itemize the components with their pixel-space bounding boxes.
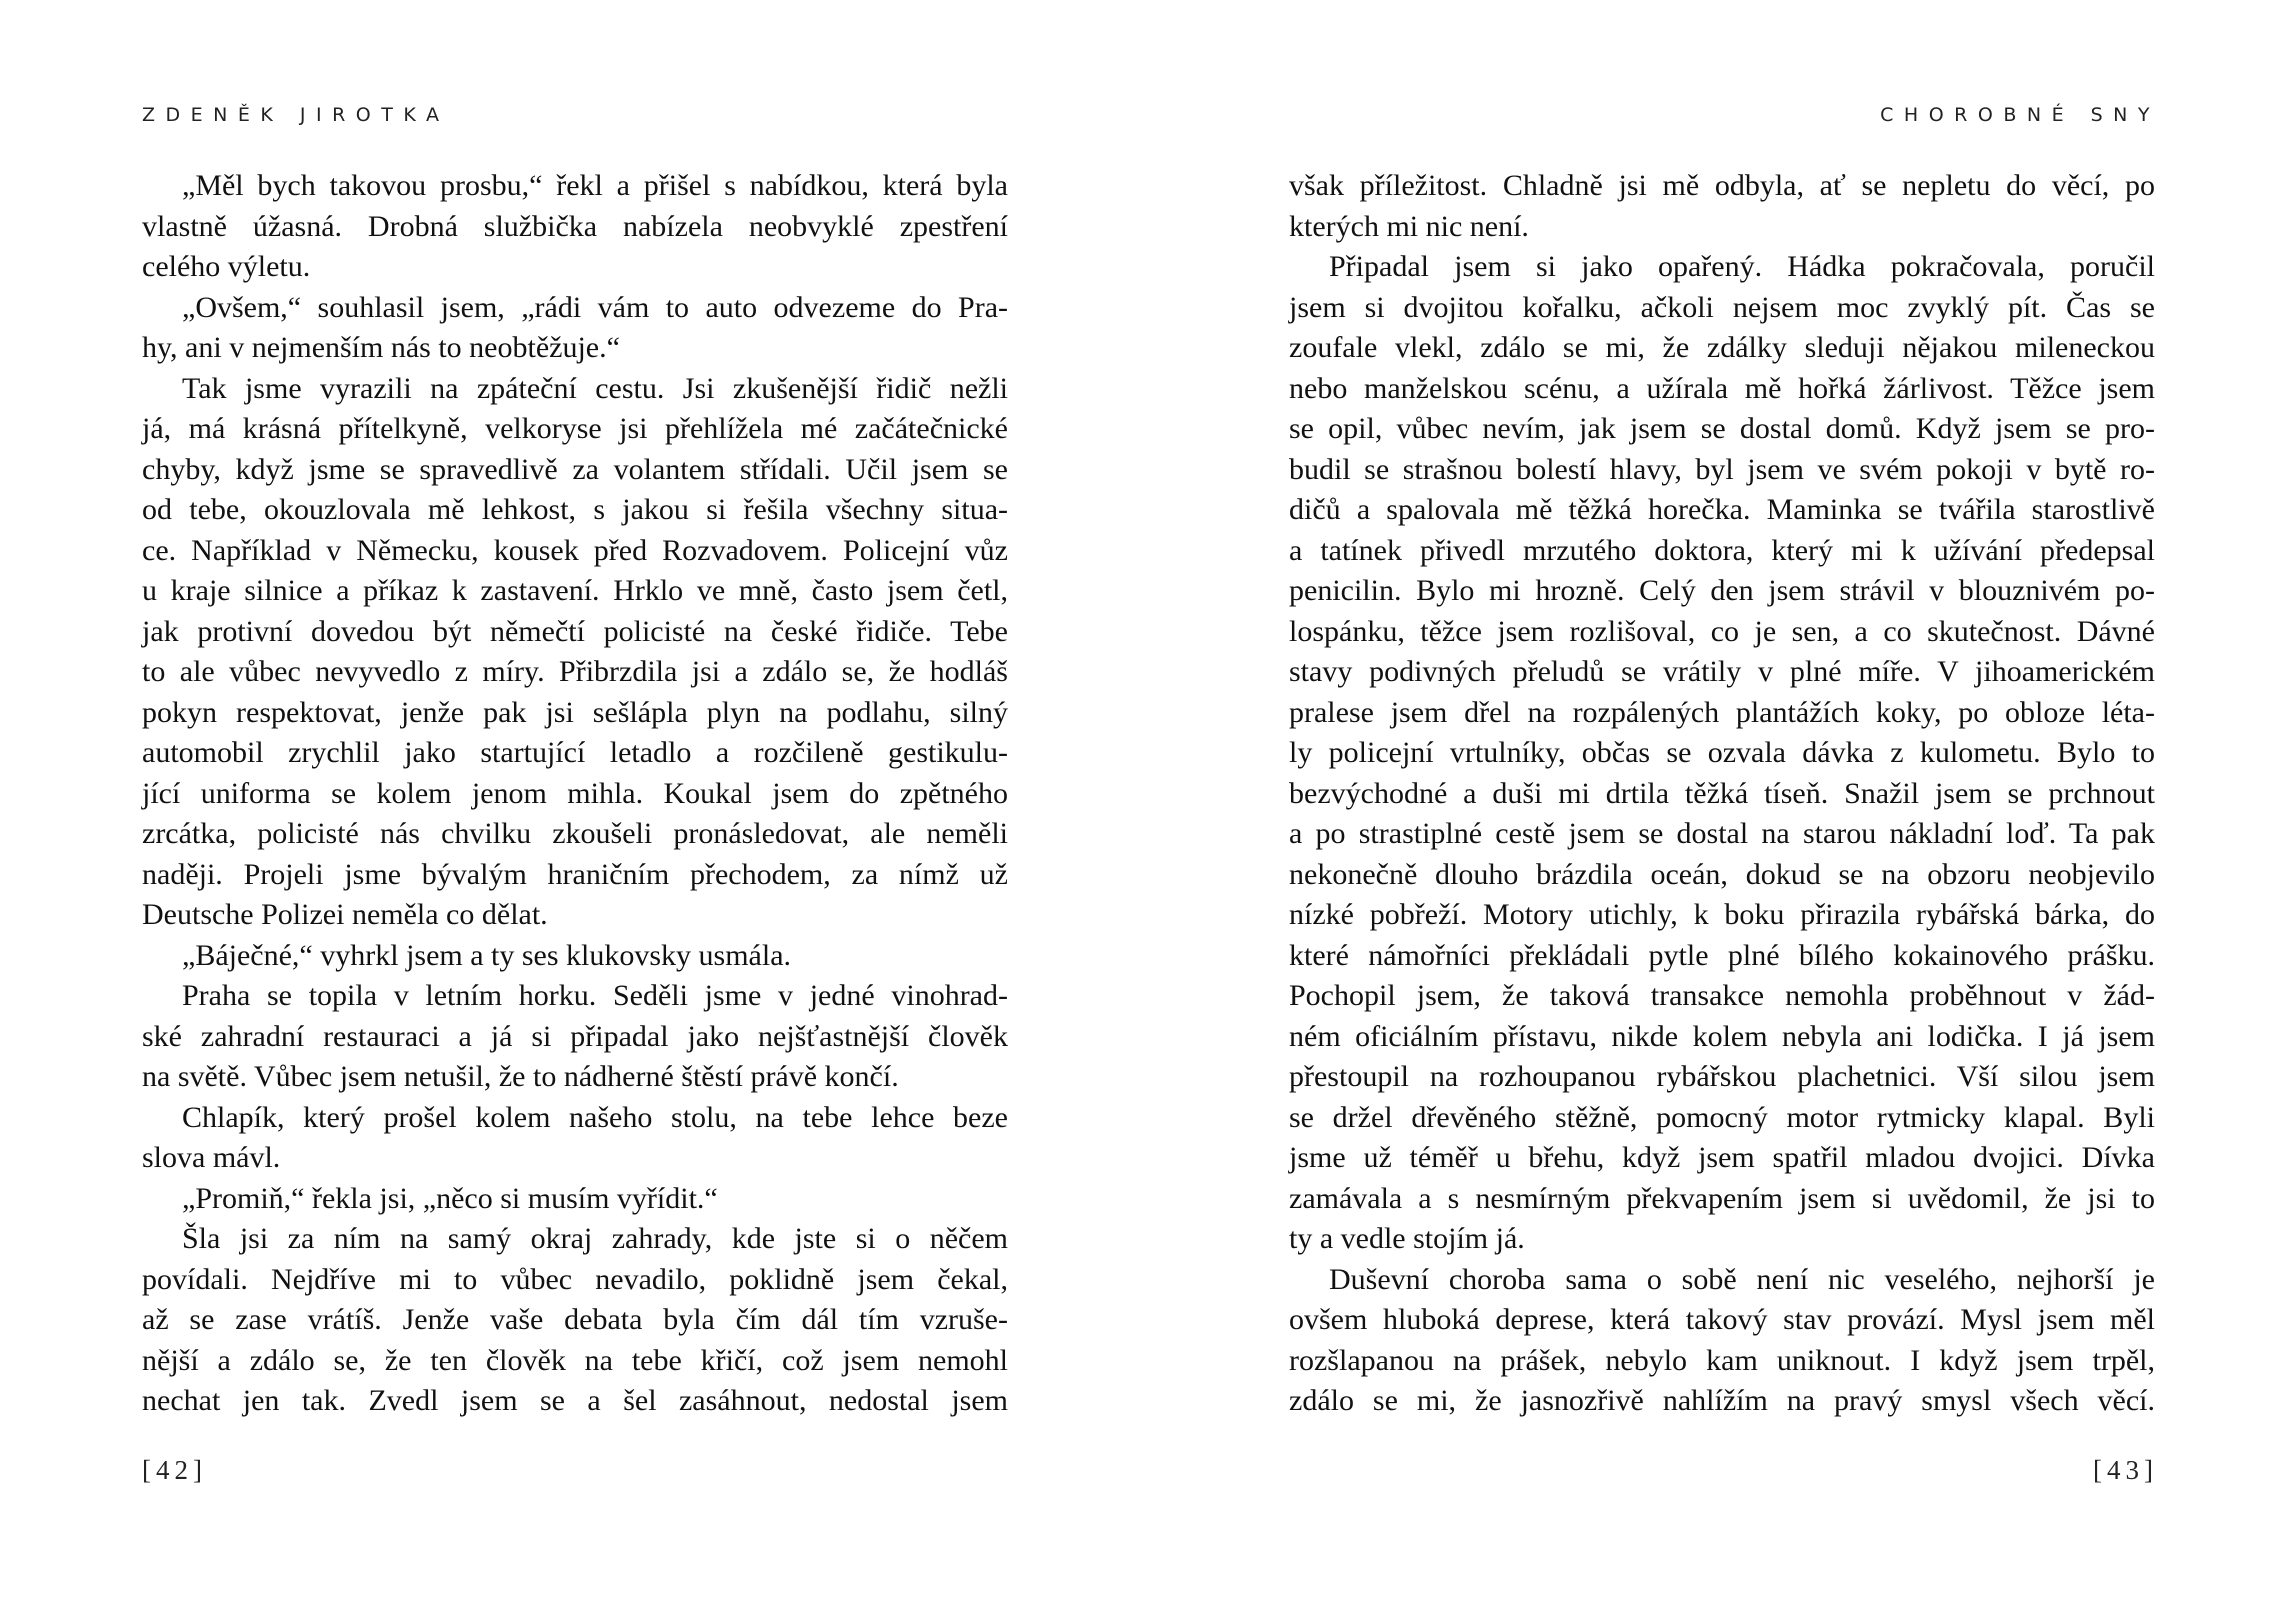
- paragraph: [142, 1179, 1008, 1220]
- text-line: to ale vůbec nevyvedlo z míry. Přibrzdila jsi a zdálo se, že hodláš: [142, 655, 1008, 688]
- text-line: nější a zdálo se, že ten člověk na tebe křičí, což jsem nemohl: [142, 1343, 1008, 1377]
- text-line: od tebe, okouzlovala mě lehkost, s jakou si řešila všechny situa-: [142, 493, 1008, 526]
- left-page-body: [142, 166, 1008, 1422]
- text-line: ské zahradní restauraci a já si připadal jako nejšťastnější člověk: [142, 1019, 1008, 1053]
- running-head-title: CHOROBNÉ SNY: [1880, 104, 2160, 126]
- text-line: nebo manželskou scénu, a užírala mě hořká žárlivost. Těžce jsem: [1289, 371, 2155, 405]
- text-line: zrcátka, policisté nás chvilku zkoušeli pronásledovat, ale neměli: [142, 817, 1008, 850]
- text-line: lospánku, těžce jsem rozlišoval, co je sen, a co skutečnost. Dávné: [1289, 614, 2155, 648]
- text-line: kterých mi nic není.: [1289, 209, 1529, 243]
- text-line: penicilin. Bylo mi hrozně. Celý den jsem strávil v blouznivém po-: [1289, 574, 2155, 607]
- text-line: jící uniforma se kolem jenom mihla. Koukal jsem do zpětného: [142, 776, 1008, 810]
- text-line: „Báječné,“ vyhrkl jsem a ty ses klukovsky usmála.: [182, 938, 792, 972]
- text-line: se opil, vůbec nevím, jak jsem se dostal domů. Když jsem se pro-: [1289, 412, 2155, 445]
- text-line: automobil zrychlil jako startující letadlo a rozčileně gestikulu-: [142, 736, 1008, 769]
- text-line: naději. Projeli jsme bývalým hraničním přechodem, za nímž už: [142, 857, 1008, 891]
- text-line: a po strastiplné cestě jsem se dostal na starou nákladní loď. Ta pak: [1289, 817, 2155, 850]
- text-line: „Měl bych takovou prosbu,“ řekl a přišel s nabídkou, která byla: [182, 169, 1008, 202]
- text-line: na světě. Vůbec jsem netušil, že to nádherné štěstí právě končí.: [142, 1060, 899, 1093]
- text-line: rozšlapanou na prášek, nebylo kam uniknout. I když jsem trpěl,: [1289, 1343, 2155, 1377]
- text-line: se držel dřevěného stěžně, pomocný motor rytmicky klapal. Byli: [1289, 1100, 2155, 1134]
- paragraph: [142, 1098, 1008, 1179]
- text-line: nekonečně dlouho brázdila oceán, dokud se na obzoru neobjevilo: [1289, 857, 2155, 891]
- text-line: zamávala a s nesmírným překvapením jsem si uvědomil, že jsi to: [1289, 1181, 2155, 1215]
- text-line: které námořníci překládali pytle plné bílého kokainového prášku.: [1289, 938, 2155, 972]
- text-line: stavy podivných přeludů se vrátily v plné míře. V jihoamerickém: [1289, 655, 2155, 688]
- paragraph: [1289, 1260, 2155, 1422]
- text-line: Chlapík, který prošel kolem našeho stolu, na tebe lehce beze: [182, 1100, 1008, 1134]
- text-line: však příležitost. Chladně jsi mě odbyla, ať se nepletu do věcí, po: [1289, 169, 2155, 202]
- text-line: u kraje silnice a příkaz k zastavení. Hrklo ve mně, často jsem četl,: [142, 574, 1008, 607]
- text-line: vlastně úžasná. Drobná službička nabízela neobvyklé zpestření: [142, 209, 1008, 243]
- text-line: ovšem hluboká deprese, která takový stav provází. Mysl jsem měl: [1289, 1303, 2155, 1336]
- right-page-body: [1289, 166, 2155, 1422]
- text-line: ly policejní vrtulníky, občas se ozvala dávka z kulometu. Bylo to: [1289, 736, 2155, 769]
- text-line: povídali. Nejdříve mi to vůbec nevadilo, poklidně jsem čekal,: [142, 1262, 1008, 1296]
- text-line: pokyn respektovat, jenže pak jsi sešlápla plyn na podlahu, silný: [142, 695, 1008, 729]
- text-line: přestoupil na rozhoupanou rybářskou plachetnici. Vší silou jsem: [1289, 1060, 2155, 1093]
- text-line: dičů a spalovala mě těžká horečka. Maminka se tvářila starostlivě: [1289, 493, 2155, 526]
- text-line: ty a vedle stojím já.: [1289, 1222, 1525, 1255]
- text-line: jsem si dvojitou kořalku, ačkoli nejsem moc zvyklý pít. Čas se: [1289, 290, 2155, 324]
- text-line: já, má krásná přítelkyně, velkoryse jsi přehlížela mé začátečnické: [142, 412, 1008, 445]
- text-line: ném oficiálním přístavu, nikde kolem nebyla ani lodička. I já jsem: [1289, 1019, 2155, 1053]
- paragraph: [142, 1219, 1008, 1422]
- text-line: „Ovšem,“ souhlasil jsem, „rádi vám to auto odvezeme do Pra-: [182, 290, 1008, 324]
- text-line: až se zase vrátíš. Jenže vaše debata byla čím dál tím vzruše-: [142, 1303, 1008, 1336]
- text-line: Pochopil jsem, že taková transakce nemohla proběhnout v žád-: [1289, 979, 2155, 1012]
- text-line: Tak jsme vyrazili na zpáteční cestu. Jsi zkušenější řidič nežli: [182, 371, 1008, 405]
- running-head-author: ZDENĚK JIROTKA: [142, 104, 450, 126]
- text-line: zoufale vlekl, zdálo se mi, že zdálky sleduji nějakou mileneckou: [1289, 331, 2155, 364]
- text-line: pralese jsem dřel na rozpálených plantážích koky, po obloze léta-: [1289, 695, 2155, 729]
- page-number-left: [42]: [142, 1455, 207, 1485]
- text-line: nízké pobřeží. Motory utichly, k boku přirazila rybářská bárka, do: [1289, 898, 2155, 931]
- text-line: Praha se topila v letním horku. Seděli jsme v jedné vinohrad-: [182, 979, 1008, 1012]
- text-line: Připadal jsem si jako opařený. Hádka pokračovala, poručil: [1329, 250, 2155, 283]
- paragraph: [142, 288, 1008, 369]
- text-line: jsme už téměř u břehu, když jsem spatřil mladou dvojici. Dívka: [1289, 1141, 2155, 1174]
- text-line: bezvýchodné a duši mi drtila těžká tíseň. Snažil jsem se prchnout: [1289, 776, 2155, 810]
- paragraph: [142, 936, 1008, 977]
- text-line: ce. Například v Německu, kousek před Rozvadovem. Policejní vůz: [142, 533, 1008, 567]
- text-line: slova mávl.: [142, 1141, 281, 1174]
- text-line: Deutsche Polizei neměla co dělat.: [142, 898, 548, 931]
- page-number-right: [43]: [2093, 1455, 2158, 1485]
- text-line: „Promiň,“ řekla jsi, „něco si musím vyřídit.“: [182, 1181, 718, 1215]
- text-line: Šla jsi za ním na samý okraj zahrady, kde jste si o něčem: [182, 1222, 1008, 1255]
- paragraph: [1289, 166, 2155, 247]
- text-line: zdálo se mi, že jasnozřivě nahlížím na pravý smysl všech věcí.: [1289, 1384, 2155, 1417]
- paragraph: [142, 166, 1008, 288]
- text-line: celého výletu.: [142, 250, 311, 283]
- text-line: hy, ani v nejmenším nás to neobtěžuje.“: [142, 331, 620, 364]
- paragraph: [142, 369, 1008, 936]
- text-line: nechat jen tak. Zvedl jsem se a šel zasáhnout, nedostal jsem: [142, 1384, 1008, 1417]
- paragraph: [142, 976, 1008, 1098]
- text-line: budil se strašnou bolestí hlavy, byl jsem ve svém pokoji v bytě ro-: [1289, 452, 2155, 486]
- text-line: Duševní choroba sama o sobě není nic veselého, nejhorší je: [1329, 1262, 2155, 1296]
- text-line: a tatínek přivedl mrzutého doktora, který mi k užívání předepsal: [1289, 533, 2155, 567]
- text-line: jak protivní dovedou být němečtí policisté na české řidiče. Tebe: [142, 614, 1008, 648]
- paragraph: [1289, 247, 2155, 1260]
- text-line: chyby, když jsme se spravedlivě za volantem střídali. Učil jsem se: [142, 452, 1008, 486]
